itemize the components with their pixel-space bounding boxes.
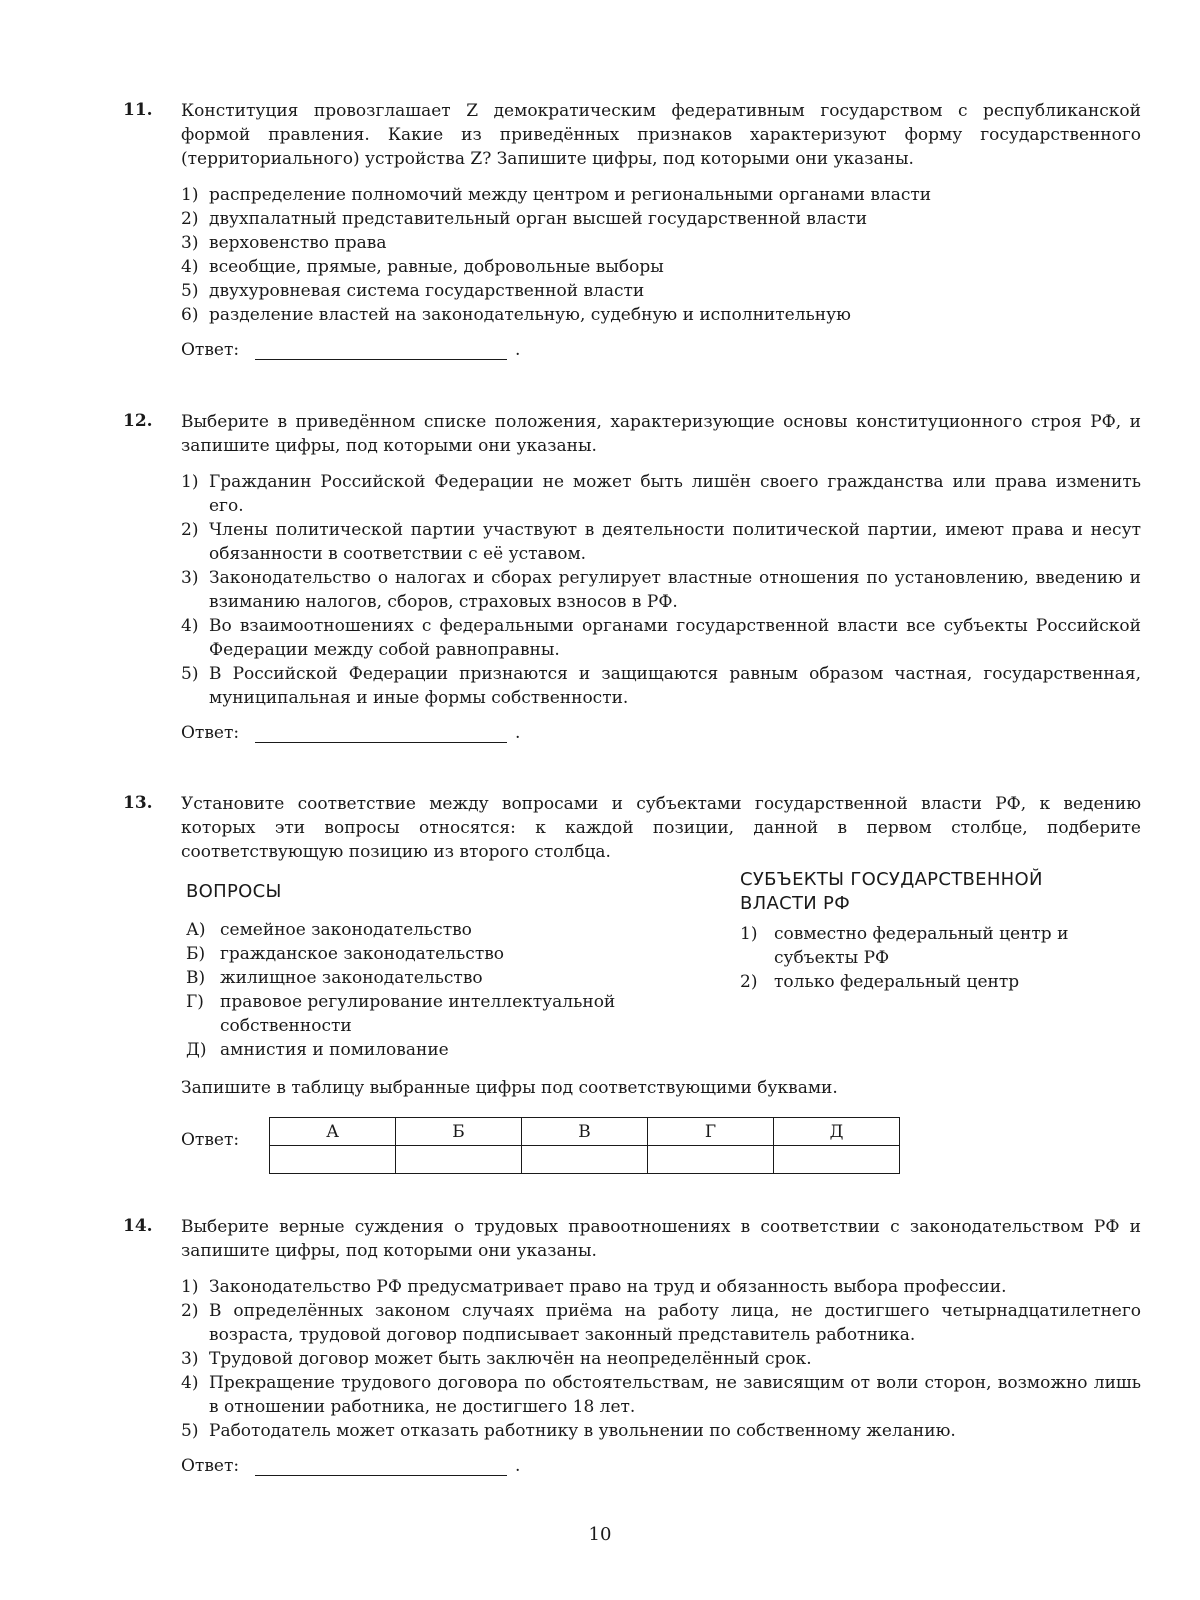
question-text: Выберите верные суждения о трудовых правоотношениях в соответствии с законодательством РФ и запишите цифры, под которыми они указаны. bbox=[181, 1217, 1141, 1261]
item-marker: Д) bbox=[186, 1040, 207, 1060]
question-text: Установите соответствие между вопросами и субъектами государственной власти РФ, к ведению которых эти вопросы относятся: к каждой позиции, данной в первом столбце, подберите соответствующую позицию из второго столбца. bbox=[181, 794, 1141, 862]
page-number: 10 bbox=[588, 1524, 612, 1545]
question-number: 14. bbox=[123, 1216, 153, 1236]
option-number: 3) bbox=[181, 568, 199, 588]
table-header-g: Г bbox=[648, 1118, 774, 1146]
list-item bbox=[740, 970, 1110, 994]
item-marker: 1) bbox=[740, 924, 758, 944]
subjects-column bbox=[740, 868, 1110, 994]
option-text: двухпалатный представительный орган высшей государственной власти bbox=[209, 209, 868, 229]
question-number: 11. bbox=[123, 100, 153, 120]
answer-line[interactable] bbox=[255, 1457, 507, 1476]
option-text: Гражданин Российской Федерации не может быть лишён своего гражданства или права изменить его. bbox=[209, 472, 1141, 516]
option-item bbox=[181, 303, 1141, 327]
option-item bbox=[181, 279, 1141, 303]
questions-column bbox=[186, 880, 656, 1062]
option-number: 4) bbox=[181, 257, 199, 277]
answer-cell-g[interactable] bbox=[648, 1146, 774, 1174]
table-answer-row bbox=[270, 1146, 900, 1174]
answer-cell-d[interactable] bbox=[774, 1146, 900, 1174]
question-text: Выберите в приведённом списке положения, характеризующие основы конституционного строя РФ, и запишите цифры, под которыми они указаны. bbox=[181, 412, 1141, 456]
option-item bbox=[181, 183, 1141, 207]
option-text: разделение властей на законодательную, судебную и исполнительную bbox=[209, 305, 851, 325]
option-item bbox=[181, 614, 1141, 662]
option-text: Прекращение трудового договора по обстоятельствам, не зависящим от воли сторон, возможно лишь в отношении работника, не достигшего 18 лет. bbox=[209, 1373, 1141, 1417]
option-number: 3) bbox=[181, 1349, 199, 1369]
option-text: верховенство права bbox=[209, 233, 387, 253]
item-text: только федеральный центр bbox=[774, 972, 1020, 992]
answer-cell-a[interactable] bbox=[270, 1146, 396, 1174]
table-instruction: Запишите в таблицу выбранные цифры под соответствующими буквами. bbox=[181, 1078, 838, 1098]
answer-label-wrap bbox=[181, 1130, 253, 1150]
option-text: В определённых законом случаях приёма на работу лица, не достигшего четырнадцатилетнего возраста, трудовой договор подписывает законный представитель работника. bbox=[209, 1301, 1141, 1345]
option-item bbox=[181, 231, 1141, 255]
option-number: 5) bbox=[181, 281, 199, 301]
answer-cell-b[interactable] bbox=[396, 1146, 522, 1174]
option-item bbox=[181, 1299, 1141, 1347]
option-text: Работодатель может отказать работнику в увольнении по собственному желанию. bbox=[209, 1421, 956, 1441]
option-item bbox=[181, 1347, 1141, 1371]
table-header-v: В bbox=[522, 1118, 648, 1146]
options-list bbox=[181, 1275, 1141, 1443]
answer-field: Ответ: . bbox=[181, 1456, 521, 1476]
answer-line[interactable] bbox=[255, 724, 507, 743]
option-item bbox=[181, 1419, 1141, 1443]
option-text: Законодательство РФ предусматривает право на труд и обязанность выбора профессии. bbox=[209, 1277, 1007, 1297]
option-item bbox=[181, 470, 1141, 518]
item-marker: А) bbox=[186, 920, 206, 940]
option-number: 1) bbox=[181, 185, 199, 205]
item-text: жилищное законодательство bbox=[220, 968, 483, 988]
answer-label: Ответ: bbox=[181, 1456, 240, 1476]
item-text: амнистия и помилование bbox=[220, 1040, 449, 1060]
option-text: Трудовой договор может быть заключён на неопределённый срок. bbox=[209, 1349, 812, 1369]
question-number: 13. bbox=[123, 793, 153, 813]
option-number: 6) bbox=[181, 305, 199, 325]
column-heading: ВОПРОСЫ bbox=[186, 881, 282, 902]
column-heading: СУБЪЕКТЫ ГОСУДАРСТВЕННОЙ ВЛАСТИ РФ bbox=[740, 869, 1043, 914]
option-text: В Российской Федерации признаются и защищаются равным образом частная, государственная, муниципальная и иные формы собственности. bbox=[209, 664, 1141, 708]
list-item bbox=[186, 966, 656, 990]
table-header-d: Д bbox=[774, 1118, 900, 1146]
option-number: 4) bbox=[181, 1373, 199, 1393]
list-item bbox=[186, 1038, 656, 1062]
answer-label: Ответ: bbox=[181, 723, 240, 743]
answer-label: Ответ: bbox=[181, 1130, 240, 1150]
option-number: 5) bbox=[181, 664, 199, 684]
option-text: Члены политической партии участвуют в деятельности политической партии, имеют права и несут обязанности в соответствии с её уставом. bbox=[209, 520, 1141, 564]
item-text: правовое регулирование интеллектуальной собственности bbox=[220, 992, 616, 1036]
option-number: 2) bbox=[181, 209, 199, 229]
option-number: 4) bbox=[181, 616, 199, 636]
option-item bbox=[181, 1371, 1141, 1419]
option-item bbox=[181, 518, 1141, 566]
item-text: совместно федеральный центр и субъекты РФ bbox=[774, 924, 1069, 968]
list-item bbox=[740, 922, 1110, 970]
option-text: всеобщие, прямые, равные, добровольные выборы bbox=[209, 257, 664, 277]
option-item bbox=[181, 566, 1141, 614]
answer-line[interactable] bbox=[255, 341, 507, 360]
answer-cell-v[interactable] bbox=[522, 1146, 648, 1174]
option-number: 1) bbox=[181, 1277, 199, 1297]
answer-field: Ответ: . bbox=[181, 723, 521, 743]
option-text: Законодательство о налогах и сборах регулирует властные отношения по установлению, введению и взиманию налогов, сборов, страховых взносов в РФ. bbox=[209, 568, 1141, 612]
options-list bbox=[181, 183, 1141, 327]
question-text: Конституция провозглашает Z демократическим федеративным государством с республиканской формой правления. Какие из приведённых признаков характеризуют форму государственного (территориального) устройства Z? Запишите цифры, под которыми они указаны. bbox=[181, 101, 1141, 169]
list-item bbox=[186, 990, 656, 1038]
table-header-a: А bbox=[270, 1118, 396, 1146]
option-item bbox=[181, 1275, 1141, 1299]
option-number: 2) bbox=[181, 1301, 199, 1321]
option-number: 5) bbox=[181, 1421, 199, 1441]
item-marker: 2) bbox=[740, 972, 758, 992]
options-list bbox=[181, 470, 1141, 710]
option-number: 3) bbox=[181, 233, 199, 253]
list-item bbox=[186, 918, 656, 942]
list-item bbox=[186, 942, 656, 966]
item-text: гражданское законодательство bbox=[220, 944, 505, 964]
answer-field: Ответ: . bbox=[181, 340, 521, 360]
table-header-row bbox=[270, 1118, 900, 1146]
answer-table bbox=[269, 1117, 900, 1174]
answer-label: Ответ: bbox=[181, 340, 240, 360]
item-text: семейное законодательство bbox=[220, 920, 472, 940]
option-number: 2) bbox=[181, 520, 199, 540]
option-item bbox=[181, 662, 1141, 710]
option-text: распределение полномочий между центром и региональными органами власти bbox=[209, 185, 932, 205]
option-text: Во взаимоотношениях с федеральными органами государственной власти все субъекты Российской Федерации между собой равноправны. bbox=[209, 616, 1141, 660]
item-marker: Б) bbox=[186, 944, 206, 964]
option-text: двухуровневая система государственной власти bbox=[209, 281, 645, 301]
table-header-b: Б bbox=[396, 1118, 522, 1146]
option-item bbox=[181, 255, 1141, 279]
option-number: 1) bbox=[181, 472, 199, 492]
item-marker: В) bbox=[186, 968, 206, 988]
question-number: 12. bbox=[123, 411, 153, 431]
option-item bbox=[181, 207, 1141, 231]
item-marker: Г) bbox=[186, 992, 204, 1012]
